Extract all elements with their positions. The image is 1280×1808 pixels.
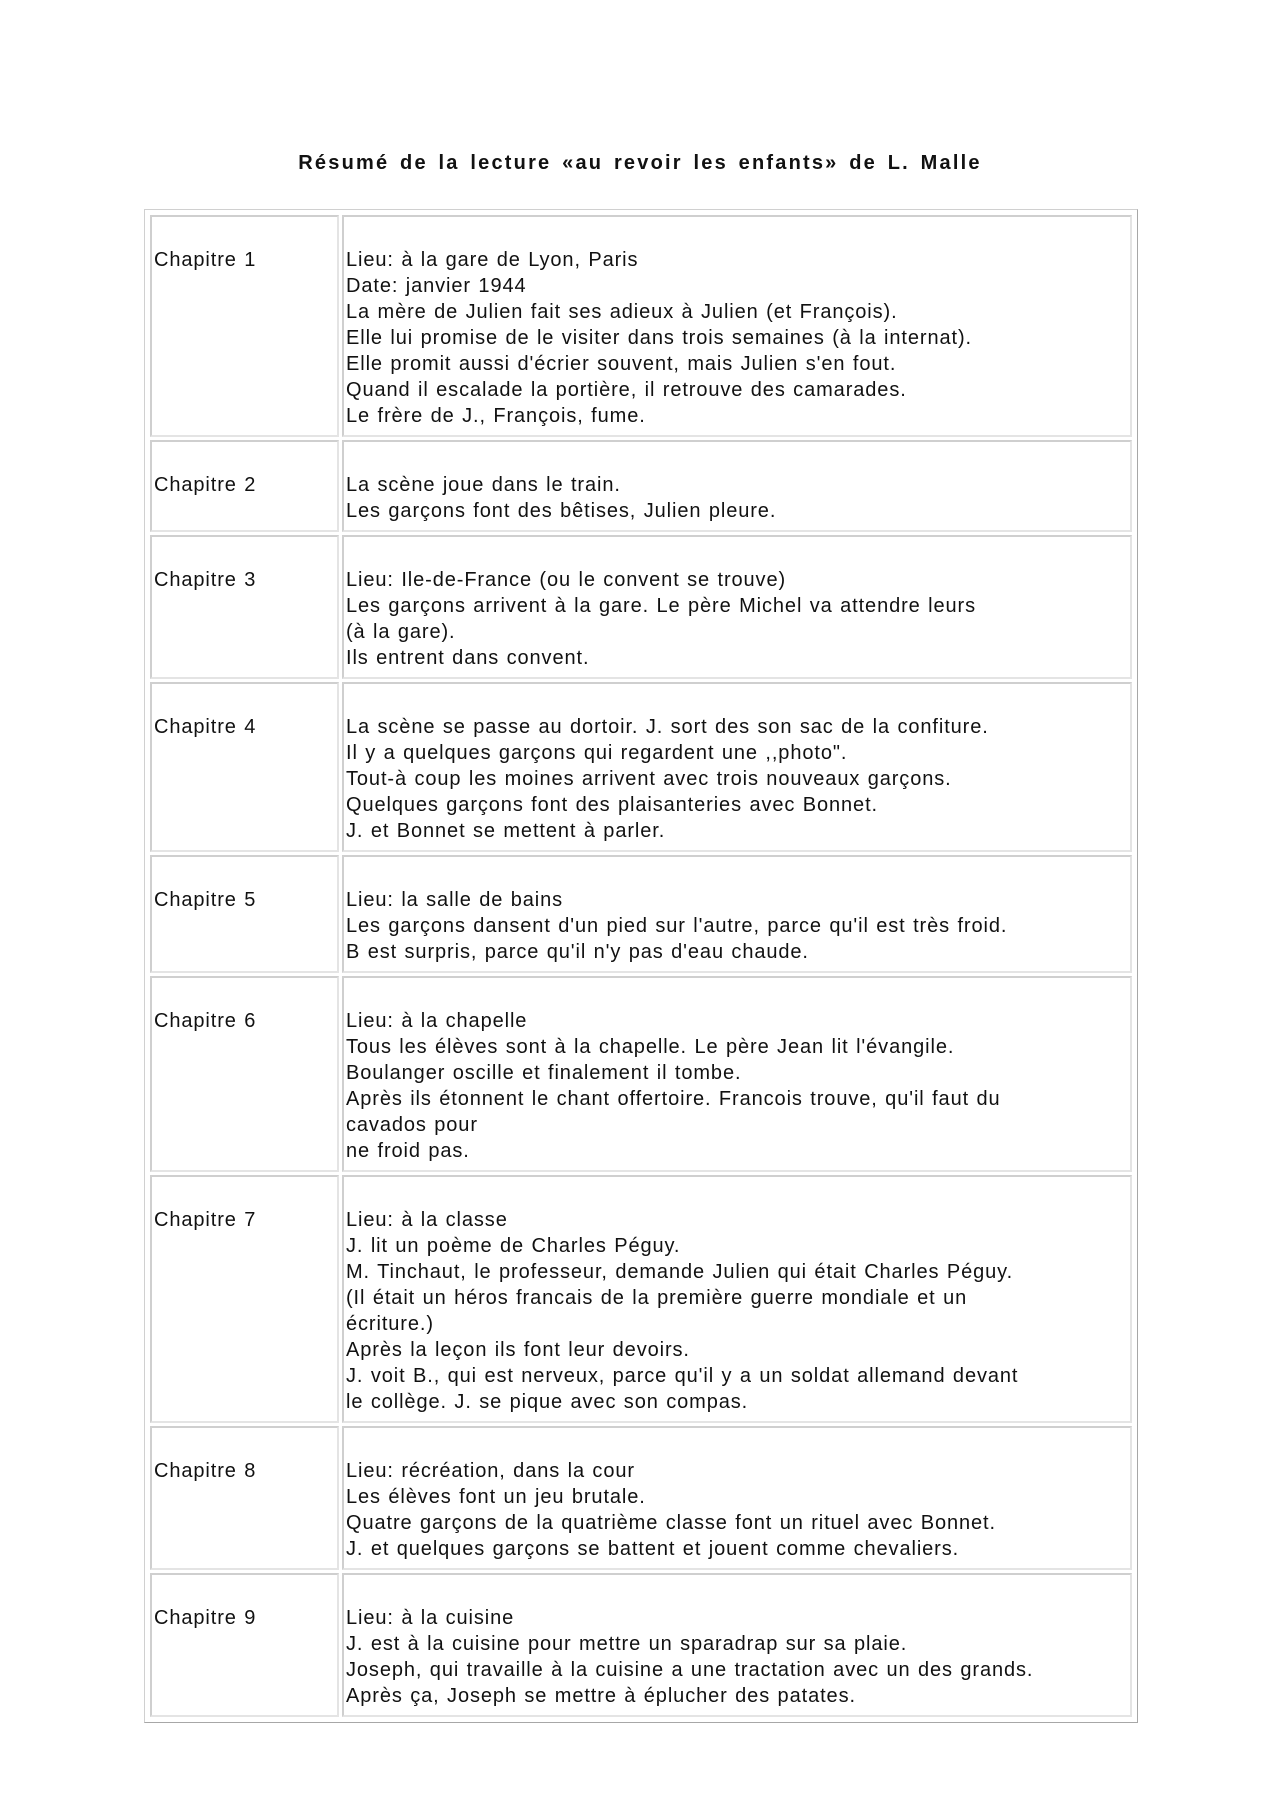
document-title: Résumé de la lecture «au revoir les enfants» de L. Malle [298,152,982,174]
summary-line: Après ça, Joseph se mettre à éplucher des patates. [346,1685,856,1707]
summary-line: le collège. J. se pique avec son compas. [346,1391,749,1413]
summary-line: Elle lui promise de le visiter dans trois semaines (à la internat). [346,327,972,349]
chapter-summary [342,682,1132,852]
chapter-rows [150,215,1132,1717]
chapter-summary [342,535,1132,679]
chapter-summary [342,1573,1132,1717]
summary-line: Il y a quelques garçons qui regardent une ,,photo". [346,742,848,764]
chapter-label: Chapitre 9 [150,1573,339,1717]
summary-line: La scène joue dans le train. [346,474,621,496]
summary-line: (à la gare). [346,621,456,643]
chapter-row [150,215,1132,437]
summary-line: La scène se passe au dortoir. J. sort des son sac de la confiture. [346,716,989,738]
chapter-row [150,682,1132,852]
summary-line: Le frère de J., François, fume. [346,405,646,427]
chapter-summary [342,440,1132,532]
chapter-row [150,535,1132,679]
chapter-summary [342,1175,1132,1423]
chapter-label: Chapitre 6 [150,976,339,1172]
summary-line: Lieu: à la chapelle [346,1010,528,1032]
summary-line: ne froid pas. [346,1140,470,1162]
summary-line: Elle promit aussi d'écrier souvent, mais Julien s'en fout. [346,353,897,375]
chapter-label: Chapitre 3 [150,535,339,679]
chapter-label: Chapitre 1 [150,215,339,437]
summary-line: J. est à la cuisine pour mettre un sparadrap sur sa plaie. [346,1633,908,1655]
summary-line: (Il était un héros francais de la première guerre mondiale et un [346,1287,968,1309]
summary-line: Quelques garçons font des plaisanteries avec Bonnet. [346,794,878,816]
summary-line: Ils entrent dans convent. [346,647,590,669]
summary-line: Lieu: à la cuisine [346,1607,515,1629]
chapter-row [150,1175,1132,1423]
summary-line: Les garçons font des bêtises, Julien pleure. [346,500,777,522]
summary-line: Quand il escalade la portière, il retrouve des camarades. [346,379,907,401]
summary-line: Date: janvier 1944 [346,275,527,297]
chapter-label: Chapitre 4 [150,682,339,852]
summary-line: J. et Bonnet se mettent à parler. [346,820,666,842]
chapter-row [150,440,1132,532]
chapter-summary [342,855,1132,973]
summary-line: cavados pour [346,1114,478,1136]
chapter-summary [342,1426,1132,1570]
summary-line: M. Tinchaut, le professeur, demande Julien qui était Charles Péguy. [346,1261,1014,1283]
chapter-row [150,976,1132,1172]
summary-line: Les garçons dansent d'un pied sur l'autre, parce qu'il est très froid. [346,915,1008,937]
chapter-label: Chapitre 5 [150,855,339,973]
summary-line: Tous les élèves sont à la chapelle. Le père Jean lit l'évangile. [346,1036,955,1058]
summary-line: Lieu: récréation, dans la cour [346,1460,635,1482]
summary-line: Lieu: à la gare de Lyon, Paris [346,249,639,271]
chapter-row [150,855,1132,973]
summary-table-frame [144,209,1138,1723]
summary-line: Lieu: la salle de bains [346,889,564,911]
summary-line: Joseph, qui travaille à la cuisine a une tractation avec un des grands. [346,1659,1034,1681]
summary-line: Les élèves font un jeu brutale. [346,1486,646,1508]
summary-line: écriture.) [346,1313,434,1335]
chapter-label: Chapitre 8 [150,1426,339,1570]
chapter-summary-table [147,212,1135,1720]
summary-line: Quatre garçons de la quatrième classe font un rituel avec Bonnet. [346,1512,996,1534]
summary-line: La mère de Julien fait ses adieux à Julien (et François). [346,301,898,323]
chapter-row [150,1573,1132,1717]
summary-line: Après ils étonnent le chant offertoire. Francois trouve, qu'il faut du [346,1088,1001,1110]
chapter-summary [342,976,1132,1172]
chapter-label: Chapitre 7 [150,1175,339,1423]
summary-line: J. lit un poème de Charles Péguy. [346,1235,681,1257]
summary-line: Après la leçon ils font leur devoirs. [346,1339,690,1361]
summary-line: Lieu: Ile-de-France (ou le convent se trouve) [346,569,787,591]
summary-line: J. voit B., qui est nerveux, parce qu'il y a un soldat allemand devant [346,1365,1019,1387]
summary-line: B est surpris, parce qu'il n'y pas d'eau chaude. [346,941,809,963]
summary-line: Les garçons arrivent à la gare. Le père Michel va attendre leurs [346,595,977,617]
chapter-label: Chapitre 2 [150,440,339,532]
summary-line: Lieu: à la classe [346,1209,508,1231]
chapter-row [150,1426,1132,1570]
summary-line: J. et quelques garçons se battent et jouent comme chevaliers. [346,1538,960,1560]
summary-line: Boulanger oscille et finalement il tombe. [346,1062,742,1084]
chapter-summary [342,215,1132,437]
summary-line: Tout-à coup les moines arrivent avec trois nouveaux garçons. [346,768,952,790]
